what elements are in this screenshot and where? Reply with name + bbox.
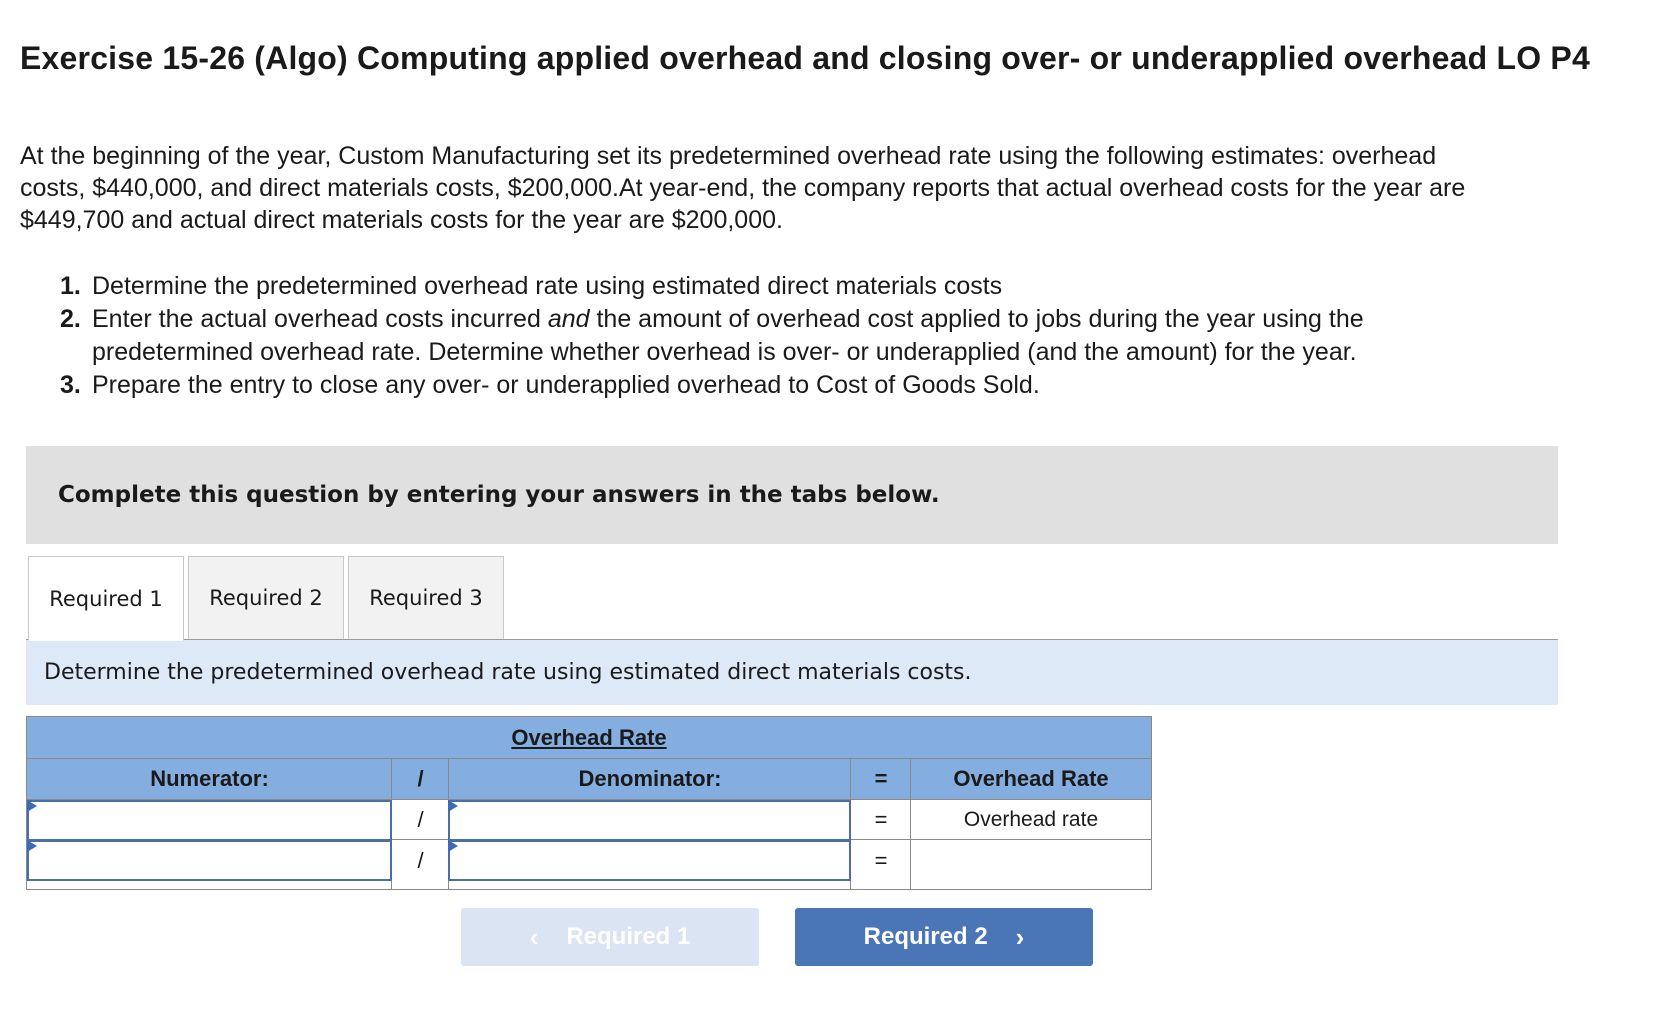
page-title: Exercise 15-26 (Algo) Computing applied overhead and closing over- or underapplied overhead LO P4 (20, 40, 1590, 76)
requirement-number: 2. (60, 305, 81, 333)
requirements-list (60, 270, 1364, 402)
denominator-input[interactable] (448, 840, 851, 881)
requirement-item (60, 270, 1364, 303)
overhead-rate-table (26, 716, 1152, 890)
requirement-number: 3. (60, 371, 81, 399)
overhead-rate-value (911, 840, 1151, 881)
tab-required-1[interactable]: Required 1 (28, 556, 184, 641)
divide-symbol: / (417, 807, 424, 832)
row-divider (27, 758, 1151, 759)
tab-instruction (26, 640, 1558, 705)
overhead-rate-label: Overhead rate (963, 808, 1099, 831)
denominator-header: Denominator: (449, 758, 851, 800)
intro-line: At the beginning of the year, Custom Manufacturing set its predetermined overhead rate using the following estimates: overhead (20, 142, 1437, 170)
intro-line: costs, $440,000, and direct materials costs, $200,000.At year-end, the company reports that actual overhead costs for the year are (20, 174, 1466, 202)
numerator-input[interactable] (27, 840, 392, 881)
problem-intro (20, 140, 1664, 236)
previous-tab-button[interactable] (461, 908, 759, 966)
tab-required-3[interactable]: Required 3 (348, 556, 504, 640)
denominator-input[interactable] (448, 800, 851, 841)
requirement-text-part: Enter the actual overhead costs incurred (92, 305, 548, 333)
input-marker-icon (27, 840, 37, 852)
requirement-text: Prepare the entry to close any over- or underapplied overhead to Cost of Goods Sold. (92, 371, 1040, 399)
intro-line: $449,700 and actual direct materials costs for the year are $200,000. (20, 206, 783, 234)
input-marker-icon (448, 800, 458, 812)
chevron-left-icon: ‹ (529, 921, 539, 952)
next-button-label: Required 2 (863, 923, 988, 950)
equals-symbol: = (874, 847, 888, 873)
numerator-input[interactable] (27, 800, 392, 841)
chevron-right-icon: › (1015, 921, 1025, 952)
banner-text: Complete this question by entering your answers in the tabs below. (58, 482, 940, 508)
table-title-cell (27, 717, 1151, 758)
next-tab-button[interactable] (795, 908, 1093, 966)
overhead-rate-header: Overhead Rate (911, 758, 1151, 800)
divide-header: / (392, 758, 449, 800)
table-title: Overhead Rate (511, 724, 667, 750)
requirement-item (60, 303, 1364, 336)
requirement-number: 1. (60, 272, 81, 300)
requirement-text-part: the amount of overhead cost applied to jobs during the year using the (589, 305, 1364, 333)
equals-header: = (851, 758, 911, 800)
tab-required-2[interactable]: Required 2 (188, 556, 344, 640)
requirement-item (60, 369, 1364, 402)
previous-button-label: Required 1 (566, 923, 691, 950)
instruction-text: Determine the predetermined overhead rate using estimated direct materials costs. (44, 660, 972, 685)
input-marker-icon (448, 840, 458, 852)
requirement-emphasis: and (547, 305, 590, 333)
requirement-text (92, 303, 1364, 336)
input-marker-icon (27, 800, 37, 812)
requirement-text: Determine the predetermined overhead rate using estimated direct materials costs (92, 272, 1003, 300)
equals-symbol: = (874, 807, 888, 832)
divide-symbol: / (417, 847, 424, 873)
instructions-banner (26, 446, 1558, 544)
numerator-header: Numerator: (27, 758, 392, 800)
requirement-continuation: predetermined overhead rate. Determine whether overhead is over- or underapplied (and the amount) for the year. (92, 338, 1357, 366)
